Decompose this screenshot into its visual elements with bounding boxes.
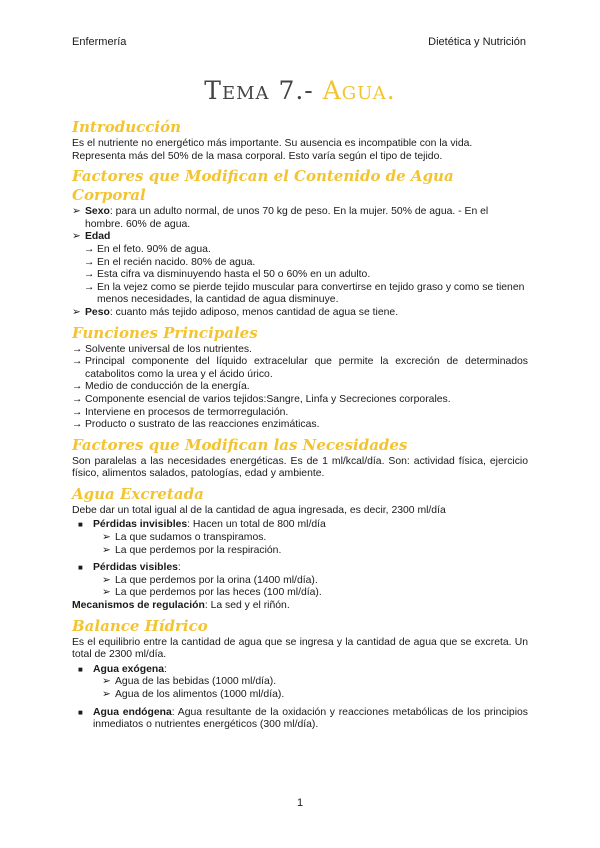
peso-text: : cuanto más tejido adiposo, menos cantidad de agua se tiene. [109,306,399,318]
square-bullet-icon: ■ [78,664,83,674]
invisible-sub-text: La que perdemos por la respiración. [115,544,282,556]
list-item-exogena-sub [72,689,528,702]
exogena-text: : [164,663,167,675]
funcion-text: Medio de conducción de la energía. [85,381,250,393]
header-right: Dietética y Nutrición [428,36,526,48]
list-item-funcion [72,394,528,407]
arrow-bullet-icon: → [84,281,95,293]
header-left: Enfermería [72,36,127,48]
list-item-invisible-sub [72,532,528,545]
list-item-funcion [72,381,528,394]
arrow-bullet-icon: → [84,269,95,281]
excretada-text: Debe dar un total igual al de la cantidad de agua ingresada, es decir, 2300 ml/día [72,504,446,516]
edad-item: En el recién nacido. 80% de agua. [97,256,256,268]
funcion-text: Producto o sustrato de las reacciones enzimáticas. [85,419,320,431]
page-title [0,76,600,105]
title-number: Tema 7.- [204,76,314,105]
heading-introduccion: Introducción [72,118,182,136]
visible-sub-text: La que perdemos por la orina (1400 ml/día). [115,574,318,586]
document-body [72,114,528,732]
endogena-label: Agua endógena [93,706,172,718]
edad-label: Edad [85,231,111,243]
funcion-text: Componente esencial de varios tejidos:Sangre, Linfa y Secreciones corporales. [85,393,451,405]
square-bullet-icon: ■ [78,520,83,530]
list-item-invisibles [72,519,528,532]
exogena-sub-text: Agua de las bebidas (1000 ml/día). [115,676,277,688]
arrow-bullet-icon: → [72,381,83,393]
endogena-text: : Agua resultante de la oxidación y reacciones metabólicas de los principios inmediatos o nutrientes energéticos (300 ml/día). [93,706,528,731]
heading-necesidades: Factores que Modifican las Necesidades [72,435,408,454]
arrowhead-bullet-icon: ➢ [102,574,111,586]
list-item-edad-4 [72,282,528,307]
mecanismos-line [72,600,528,613]
arrow-bullet-icon: → [84,243,95,255]
necesidades-text: Son paralelas a las necesidades energéticas. Es de 1 ml/kcal/día. Son: actividad física, ejercicio físico, alimentos salados, patologías, edad y ambiente. [72,455,528,480]
list-item-peso [72,307,528,320]
invisibles-label: Pérdidas invisibles [93,519,188,531]
arrow-bullet-icon: → [72,343,83,355]
square-bullet-icon: ■ [78,563,83,573]
balance-text: Es el equilibrio entre la cantidad de agua que se ingresa y la cantidad de agua que se excreta. Un total de 2300 ml/día. [72,636,528,661]
arrowhead-bullet-icon: ➢ [102,544,111,556]
mecanismos-text: : La sed y el riñón. [204,600,290,612]
list-item-funcion [72,407,528,420]
list-item-exogena-sub [72,676,528,689]
sexo-label: Sexo [85,206,110,218]
edad-item: Esta cifra va disminuyendo hasta el 50 o 60% en un adulto. [97,269,371,281]
list-item-visible-sub [72,587,528,600]
invisible-sub-text: La que sudamos o transpiramos. [115,532,267,544]
list-item-exogena [72,664,528,677]
arrowhead-bullet-icon: ➢ [72,306,81,318]
title-topic: Agua. [313,76,396,105]
list-item-funcion [72,419,528,432]
arrowhead-bullet-icon: ➢ [102,676,111,688]
heading-funciones: Funciones Principales [72,323,258,342]
list-item-edad-3 [72,269,528,282]
peso-label: Peso [85,306,110,318]
arrowhead-bullet-icon: ➢ [102,532,111,544]
visibles-label: Pérdidas visibles [93,562,178,574]
arrow-bullet-icon: → [72,406,83,418]
list-item-invisible-sub [72,545,528,558]
list-item-funcion [72,356,528,381]
list-item-edad-1 [72,244,528,257]
heading-agua-excretada: Agua Excretada [72,484,204,503]
heading-balance-hidrico: Balance Hídrico [72,616,208,635]
arrow-bullet-icon: → [72,419,83,431]
arrow-bullet-icon: → [84,256,95,268]
page-number: 1 [296,797,304,809]
mecanismos-label: Mecanismos de regulación [72,600,205,612]
funcion-text: Interviene en procesos de termorregulación. [85,406,289,418]
list-item-sexo [72,206,528,231]
heading-factores: Factores que Modifican el Contenido de Agua Corporal [72,167,454,205]
funcion-text: Solvente universal de los nutrientes. [85,343,252,355]
arrowhead-bullet-icon: ➢ [102,689,111,700]
invisibles-text: : Hacen un total de 800 ml/día [187,519,326,531]
arrow-bullet-icon: → [72,356,83,368]
list-item-edad [72,231,528,244]
arrowhead-bullet-icon: ➢ [72,231,81,243]
exogena-label: Agua exógena [93,663,165,675]
list-item-visibles [72,562,528,575]
arrow-bullet-icon: → [72,393,83,405]
visible-sub-text: La que perdemos por las heces (100 ml/día). [115,587,322,599]
list-item-funcion [72,344,528,357]
edad-item: En la vejez como se pierde tejido muscular para convertirse en tejido graso y como se tienen menos necesidades, la cantidad de agua disminuye. [97,281,525,306]
sexo-text: : para un adulto normal, de unos 70 kg de peso. En la mujer. 50% de agua. - En el hombre. 60% de agua. [85,206,489,230]
funcion-text: Principal componente del líquido extracelular que permite la excreción de determinados catabolitos como la urea y el ácido úrico. [85,356,528,380]
list-item-edad-2 [72,257,528,270]
list-item-visible-sub [72,575,528,588]
visibles-text: : [177,562,181,574]
list-item-endogena [72,707,528,732]
intro-text: Es el nutriente no energético más importante. Su ausencia es incompatible con la vida. Representa más del 50% de la masa corporal. Esto varía según el tipo de tejido. [72,138,473,162]
arrowhead-bullet-icon: ➢ [102,587,111,599]
edad-item: En el feto. 90% de agua. [97,243,211,255]
exogena-sub-text: Agua de los alimentos (1000 ml/día). [115,689,285,700]
square-bullet-icon: ■ [78,707,83,717]
arrowhead-bullet-icon: ➢ [72,206,81,218]
